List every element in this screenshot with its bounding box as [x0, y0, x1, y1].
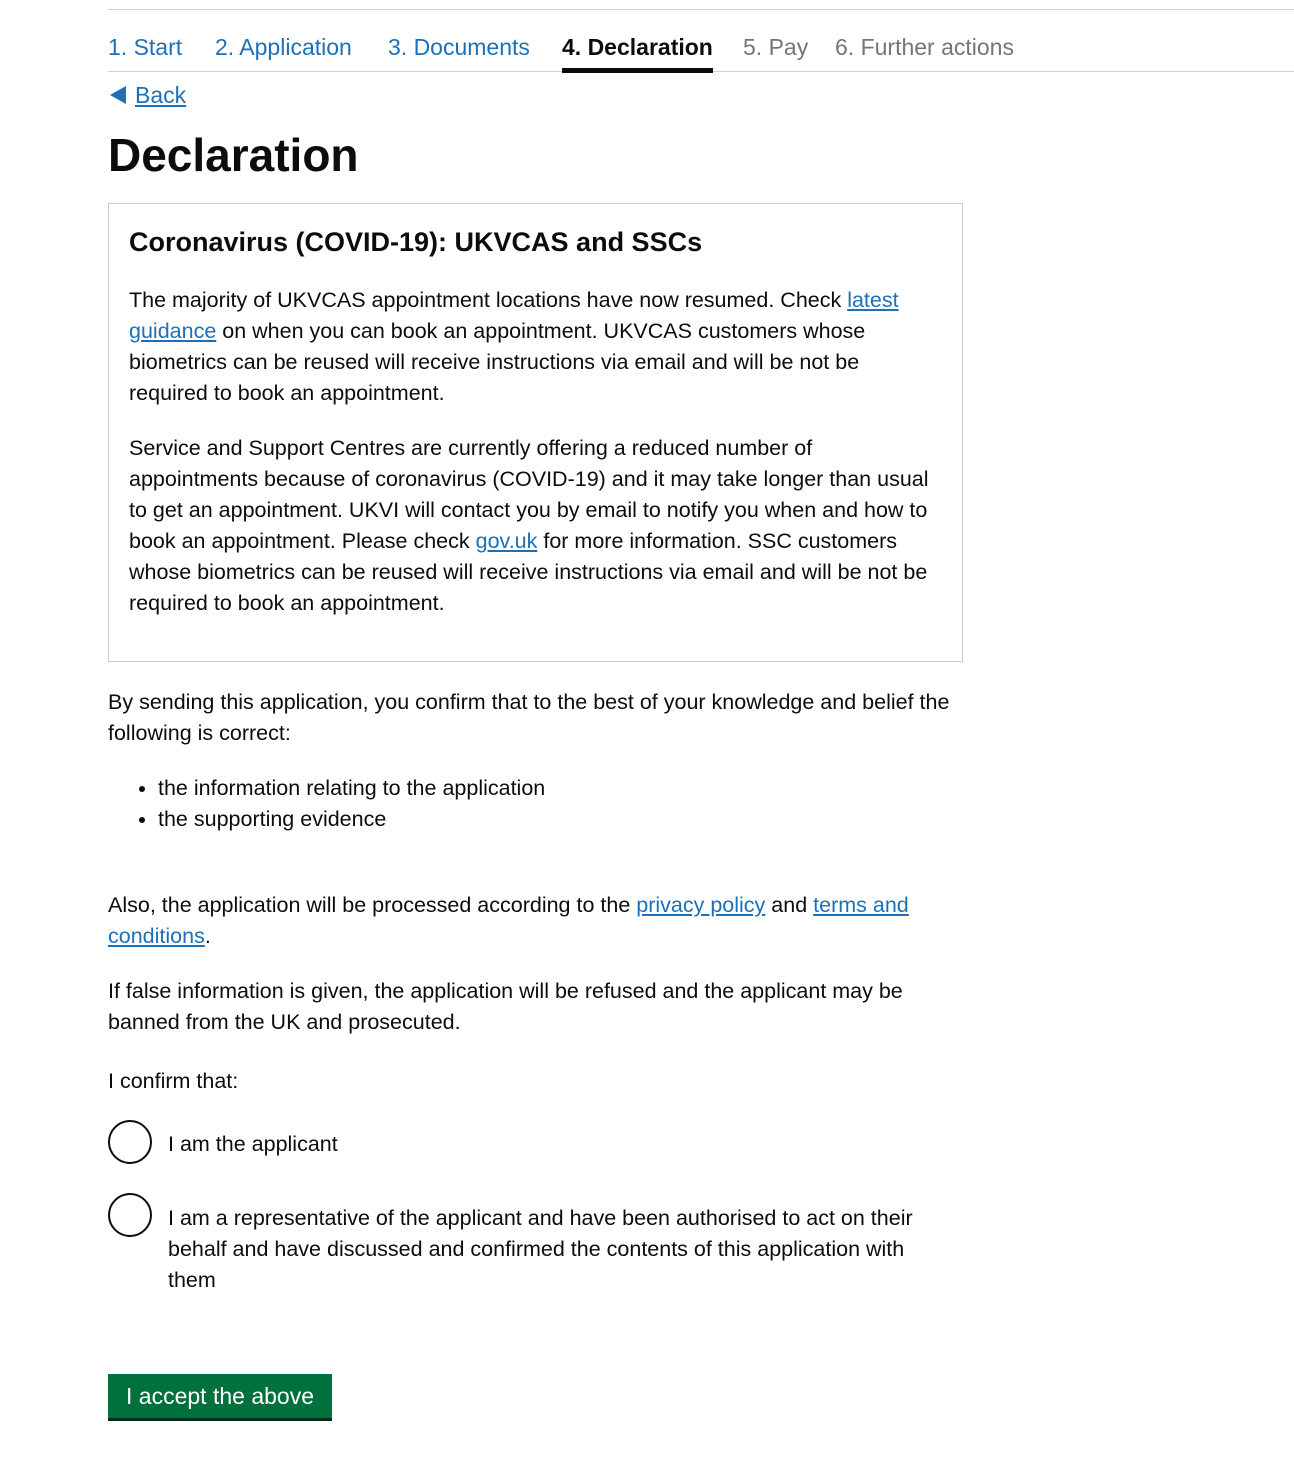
step-further-actions: 6. Further actions	[835, 34, 1014, 60]
step-pay: 5. Pay	[743, 34, 809, 60]
also-period: .	[204, 924, 211, 948]
also-text: Also, the application will be processed according to the	[108, 893, 637, 917]
radio-option-representative[interactable]	[108, 1193, 928, 1296]
latest-guidance-link[interactable]: latest guidance	[129, 288, 899, 343]
notice-p2-text-after: for more information. SSC customers whose biometrics can be reused will receive instructions via email and will be not be required to book an appointment.	[129, 529, 928, 615]
radio-label-applicant[interactable]: I am the applicant	[168, 1132, 338, 1156]
declaration-body	[108, 687, 978, 1097]
covid-notice	[108, 203, 963, 662]
step-start[interactable]: 1. Start	[108, 34, 183, 60]
step-application[interactable]: 2. Application	[215, 34, 352, 60]
gov-uk-link[interactable]: gov.uk	[475, 529, 538, 553]
notice-p1-text-after: on when you can book an appointment. UKVCAS customers whose biometrics can be reused will receive instructions via email and will be not be required to book an appointment.	[129, 319, 866, 405]
progress-steps	[108, 26, 1294, 72]
notice-p1-text: The majority of UKVCAS appointment locations have now resumed. Check	[129, 288, 848, 312]
back-arrow-icon	[110, 86, 126, 104]
notice-paragraph-2	[129, 433, 942, 619]
radio-circle-representative[interactable]	[108, 1193, 152, 1237]
also-and-text: and	[765, 893, 814, 917]
notice-p2-text: Service and Support Centres are currently offering a reduced number of appointments because of coronavirus (COVID-19) and it may take longer than usual to get an appointment. UKVI will contact you by email to notify you when and how to book an appointment. Please check	[129, 436, 929, 553]
step-documents[interactable]: 3. Documents	[388, 34, 530, 60]
radio-option-applicant[interactable]	[108, 1120, 928, 1164]
back-link-label: Back	[135, 82, 187, 108]
privacy-policy-link[interactable]: privacy policy	[636, 893, 766, 917]
confirm-label: I confirm that:	[108, 1069, 239, 1093]
also-paragraph	[108, 890, 978, 952]
declaration-intro: By sending this application, you confirm that to the best of your knowledge and belief the following is correct:	[108, 690, 950, 745]
terms-and-conditions-link[interactable]: terms and conditions	[108, 893, 909, 948]
declaration-list	[108, 773, 978, 835]
accept-button[interactable]: I accept the above	[108, 1374, 332, 1418]
radio-circle-applicant[interactable]	[108, 1120, 152, 1164]
step-declaration: 4. Declaration	[562, 34, 713, 60]
page-title: Declaration	[108, 129, 359, 181]
radio-label-representative[interactable]: I am a representative of the applicant and have been authorised to act on their behalf and have discussed and confirmed the contents of this application with them	[168, 1206, 913, 1292]
notice-paragraph-1	[129, 285, 942, 409]
back-link[interactable]	[108, 80, 186, 110]
list-item: • the supporting evidence	[158, 804, 978, 835]
top-divider	[108, 9, 1294, 10]
false-information-warning: If false information is given, the application will be refused and the applicant may be banned from the UK and prosecuted.	[108, 979, 903, 1034]
list-item: • the information relating to the application	[158, 773, 978, 804]
notice-title: Coronavirus (COVID-19): UKVCAS and SSCs	[129, 227, 703, 257]
